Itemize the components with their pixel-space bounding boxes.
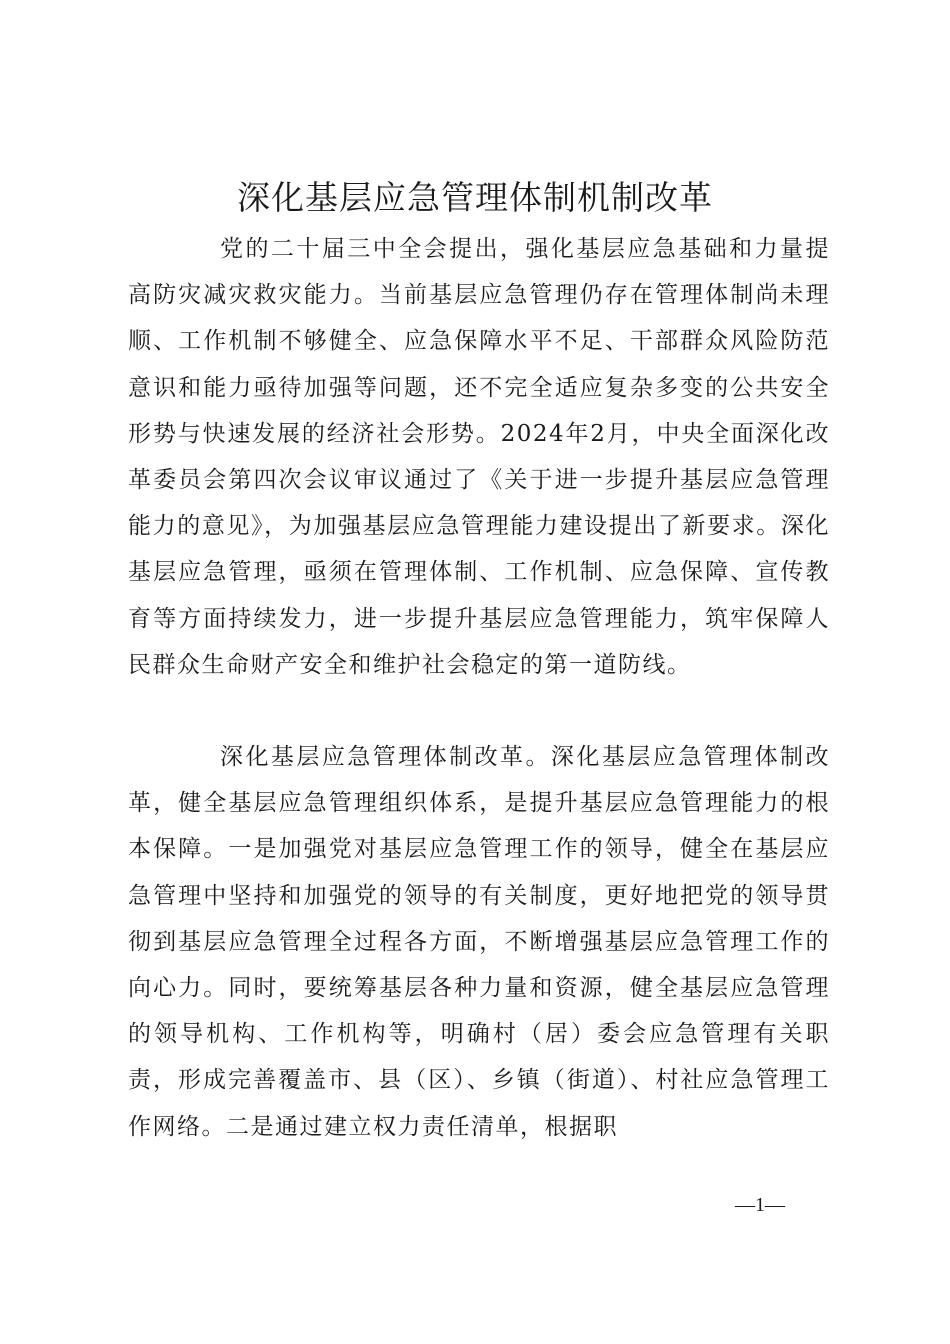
page-number: —1—	[735, 1194, 785, 1216]
document-title: 深化基层应急管理体制机制改革	[237, 178, 713, 217]
paragraph-system-reform: 深化基层应急管理体制改革。深化基层应急管理体制改革，健全基层应急管理组织体系，是提升基层应急管理能力的根本保障。一是加强党对基层应急管理工作的领导，健全在基层应急管理中坚持和加强党的领导的有关制度，更好地把党的领导贯彻到基层应急管理全过程各方面，不断增强基层应急管理工作的向心力。同时，要统筹基层各种力量和资源，健全基层应急管理的领导机构、工作机构等，明确村（居）委会应急管理有关职责，形成完善覆盖市、县（区）、乡镇（街道）、村社应急管理工作网络。二是通过建立权力责任清单，根据职	[128, 744, 830, 1140]
paragraph-intro: 党的二十届三中全会提出，强化基层应急基础和力量提高防灾减灾救灾能力。当前基层应急管理仍存在管理体制尚未理顺、工作机制不够健全、应急保障水平不足、干部群众风险防范意识和能力亟待加强等问题，还不完全适应复杂多变的公共安全形势与快速发展的经济社会形势。2024年2月，中央全面深化改革委员会第四次会议审议通过了《关于进一步提升基层应急管理能力的意见》，为加强基层应急管理能力建设提出了新要求。深化基层应急管理，亟须在管理体制、工作机制、应急保障、宣传教育等方面持续发力，进一步提升基层应急管理能力，筑牢保障人民群众生命财产安全和维护社会稳定的第一道防线。	[128, 236, 830, 678]
